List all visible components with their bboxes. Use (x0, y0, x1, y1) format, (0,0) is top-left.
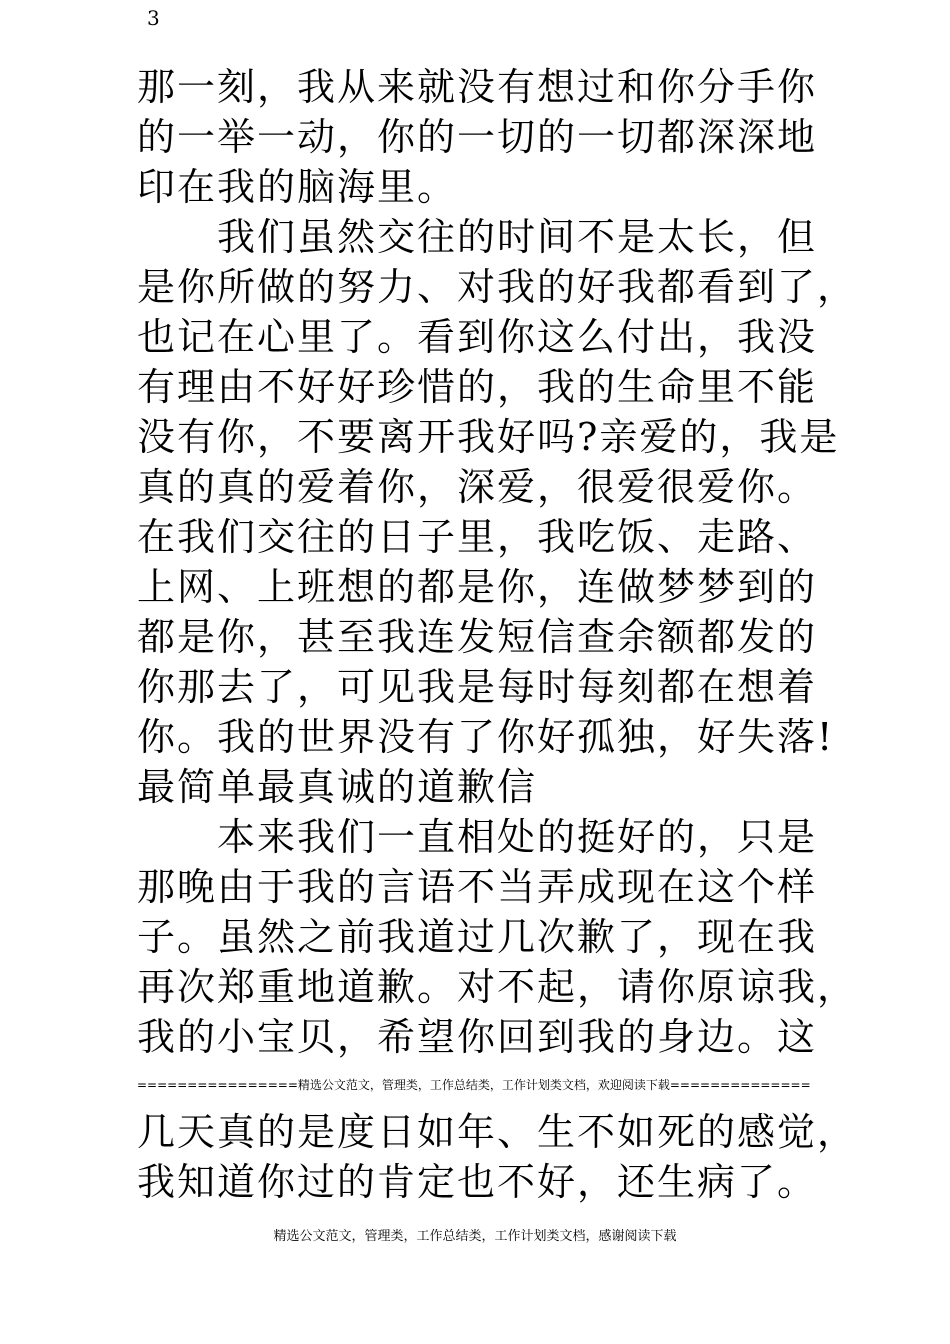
text-line: 都是你，甚至我连发短信查余额都发的 (137, 615, 818, 659)
text-line: 有理由不好好珍惜的，我的生命里不能 (137, 365, 818, 409)
text-line: 真的真的爱着你，深爱，很爱很爱你。 (137, 465, 818, 509)
section-heading: 最简单最真诚的道歉信 (137, 765, 538, 809)
text-line: 几天真的是度日如年、生不如死的感觉， (137, 1110, 858, 1154)
text-line: 我们虽然交往的时间不是太长，但 (137, 215, 818, 259)
text-line: 也记在心里了。看到你这么付出，我没 (137, 315, 818, 359)
text-line: 没有你，不要离开我好吗?亲爱的，我是 (137, 415, 840, 459)
text-line: 在我们交往的日子里，我吃饭、走路、 (137, 515, 818, 559)
text-line: 我知道你过的肯定也不好，还生病了。 (137, 1160, 818, 1204)
body-text (137, 62, 857, 1062)
text-line: 子。虽然之前我道过几次歉了，现在我 (137, 915, 818, 959)
page-separator: ================精选公文范文，管理类，工作总结类，工作计划类文档，欢迎阅读下载============== (137, 1078, 811, 1092)
text-line: 上网、上班想的都是你，连做梦梦到的 (137, 565, 818, 609)
text-line: 那晚由于我的言语不当弄成现在这个样 (137, 865, 818, 909)
page-number: 3 (147, 6, 160, 30)
text-line: 再次郑重地道歉。对不起，请你原谅我， (137, 965, 858, 1009)
text-line: 印在我的脑海里。 (137, 165, 458, 209)
text-line: 你。我的世界没有了你好孤独，好失落! (137, 715, 835, 759)
text-line: 你那去了，可见我是每时每刻都在想着 (137, 665, 818, 709)
continued-text (137, 1107, 857, 1207)
text-line: 那一刻，我从来就没有想过和你分手你 (137, 65, 818, 109)
text-line: 是你所做的努力、对我的好我都看到了， (137, 265, 858, 309)
text-line: 的一举一动，你的一切的一切都深深地 (137, 115, 818, 159)
text-line: 本来我们一直相处的挺好的，只是 (137, 815, 818, 859)
text-line: 我的小宝贝，希望你回到我的身边。这 (137, 1015, 818, 1059)
page-footer: 精选公文范文，管理类，工作总结类，工作计划类文档，感谢阅读下载 (273, 1229, 677, 1244)
